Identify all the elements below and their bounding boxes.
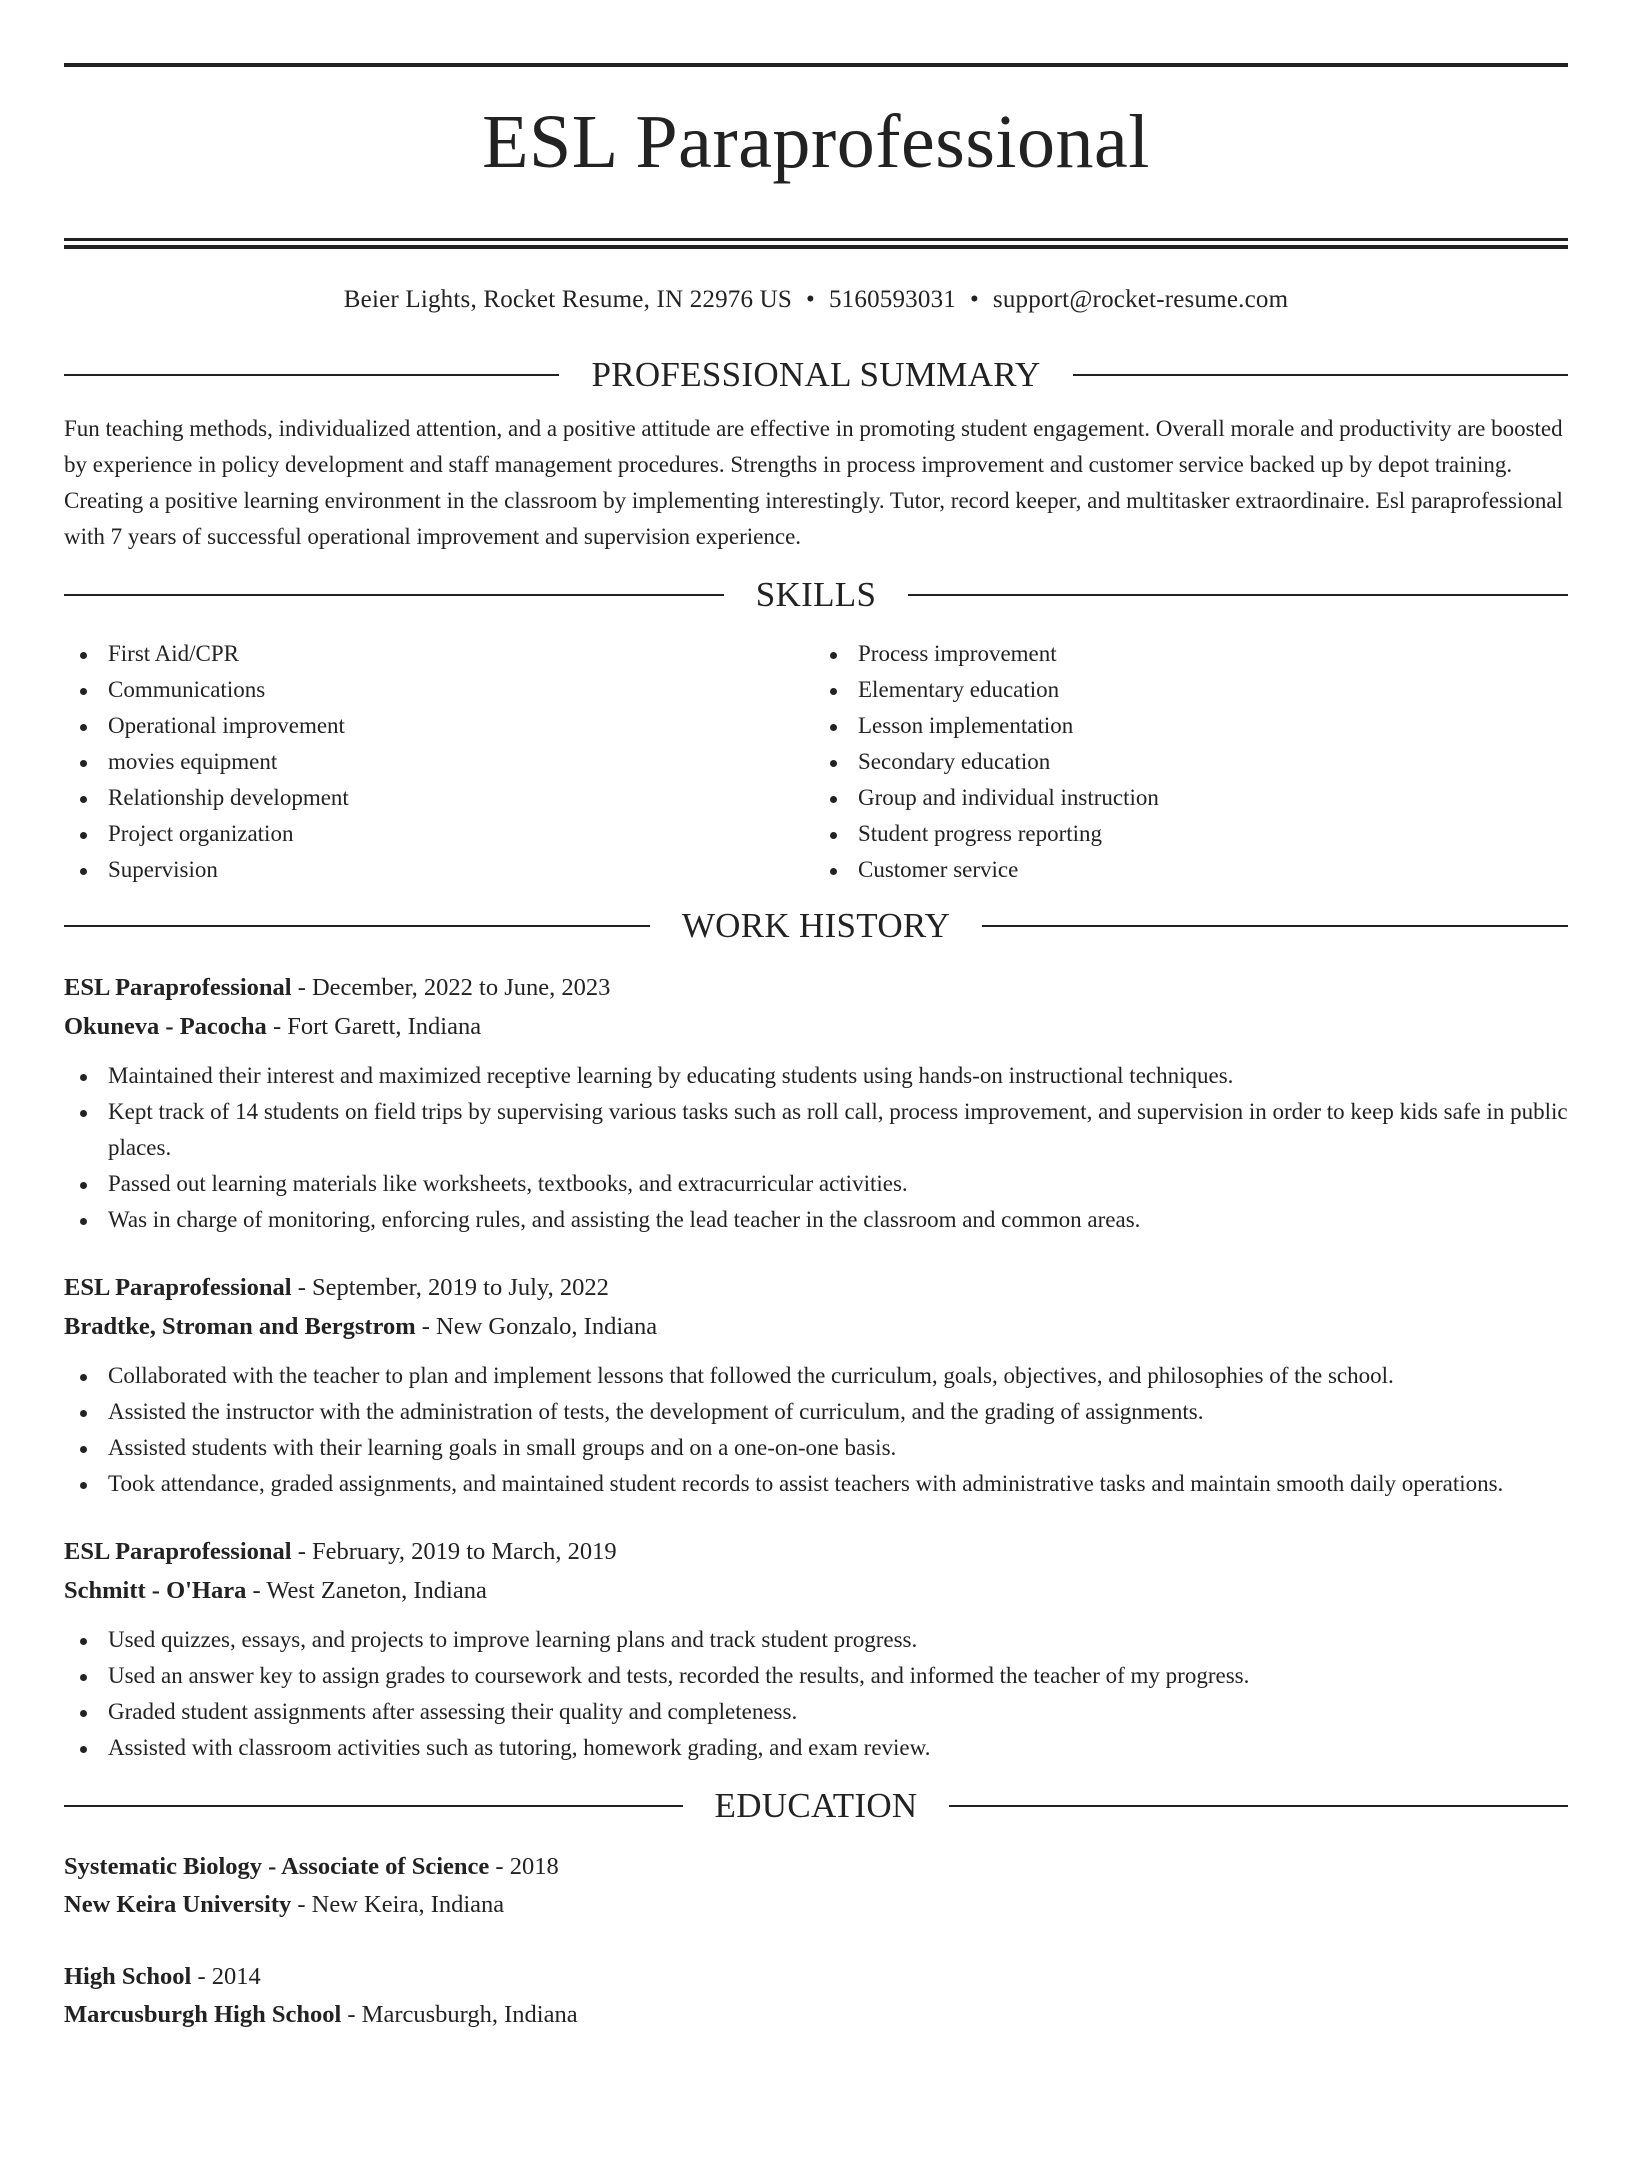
education-degree-line [64, 1848, 1568, 1886]
summary-text: Fun teaching methods, individualized attention, and a positive attitude are effective in promoting student engagement. Overall morale and productivity are boosted by experience in policy development and staff management procedures. Strengths in process improvement and customer service backed up by depot training. Creating a positive learning environment in the classroom by implementing interestingly. Tutor, record keeper, and multitasker extraordinaire. Esl paraprofessional with 7 years of successful operational improvement and supervision experience. [64, 416, 1563, 549]
education-school-line [64, 1996, 1568, 2034]
contact-phone[interactable]: 5160593031 [828, 286, 956, 313]
job-bullet: Assisted the instructor with the administration of tests, the development of curriculum, and the grading of assignments. [64, 1394, 1568, 1430]
section-rule-left [64, 374, 559, 376]
job-entry [64, 968, 1568, 1238]
contact-email[interactable]: support@rocket-resume.com [992, 286, 1289, 313]
job-company-line [64, 1571, 1568, 1610]
education-degree-line [64, 1958, 1568, 1996]
skill-item: movies equipment [64, 744, 816, 780]
section-title: PROFESSIONAL SUMMARY [591, 355, 1041, 394]
skills-grid [64, 636, 1568, 888]
skill-item: Student progress reporting [816, 816, 1568, 852]
job-location: - New Gonzalo, Indiana [415, 1313, 658, 1340]
job-entry [64, 1268, 1568, 1502]
job-location: - West Zaneton, Indiana [246, 1577, 487, 1604]
education-location: - New Keira, Indiana [291, 1891, 505, 1918]
education-entry [64, 1848, 1568, 1924]
job-bullets [64, 1058, 1568, 1238]
job-bullet: Was in charge of monitoring, enforcing rules, and assisting the lead teacher in the classroom and common areas. [64, 1202, 1568, 1238]
job-title: ESL Paraprofessional [64, 974, 292, 1001]
job-bullet: Used quizzes, essays, and projects to improve learning plans and track student progress. [64, 1622, 1568, 1658]
job-bullets [64, 1358, 1568, 1502]
job-dates: - February, 2019 to March, 2019 [291, 1538, 617, 1565]
section-rule-left [64, 594, 724, 596]
section-title: WORK HISTORY [681, 906, 951, 945]
section-title: SKILLS [755, 575, 877, 614]
skill-item: Customer service [816, 852, 1568, 888]
education-school-line [64, 1886, 1568, 1924]
job-company: Okuneva - Pacocha [64, 1013, 267, 1040]
job-bullet: Kept track of 14 students on field trips by supervising various tasks such as roll call, process improvement, and supervision in order to keep kids safe in public places. [64, 1094, 1568, 1166]
section-title: EDUCATION [714, 1786, 918, 1825]
skill-item: Elementary education [816, 672, 1568, 708]
job-title-line [64, 1532, 1568, 1571]
resume-title: ESL Paraprofessional [482, 100, 1150, 184]
skill-item: Secondary education [816, 744, 1568, 780]
skill-item: Relationship development [64, 780, 816, 816]
job-bullets [64, 1622, 1568, 1766]
job-bullet: Collaborated with the teacher to plan and implement lessons that followed the curriculum, goals, objectives, and philosophies of the school. [64, 1358, 1568, 1394]
skill-item: Group and individual instruction [816, 780, 1568, 816]
job-title-line [64, 968, 1568, 1007]
contact-separator: • [806, 286, 815, 313]
summary-section-header [64, 357, 1568, 392]
skills-section-header [64, 577, 1568, 612]
job-bullet: Used an answer key to assign grades to coursework and tests, recorded the results, and informed the teacher of my progress. [64, 1658, 1568, 1694]
section-rule-left [64, 925, 650, 927]
job-title: ESL Paraprofessional [64, 1538, 292, 1565]
section-rule-right [982, 925, 1568, 927]
skill-item: First Aid/CPR [64, 636, 816, 672]
education-degree: High School [64, 1963, 192, 1990]
education-school: Marcusburgh High School [64, 2001, 342, 2028]
skill-item: Operational improvement [64, 708, 816, 744]
job-bullet: Assisted with classroom activities such as tutoring, homework grading, and exam review. [64, 1730, 1568, 1766]
job-bullet: Took attendance, graded assignments, and maintained student records to assist teachers with administrative tasks and maintain smooth daily operations. [64, 1466, 1568, 1502]
education-year: - 2018 [489, 1853, 559, 1880]
title-double-rule [64, 238, 1568, 249]
skill-item: Project organization [64, 816, 816, 852]
skill-item: Communications [64, 672, 816, 708]
contact-separator: • [969, 286, 979, 313]
contact-line [64, 285, 1568, 315]
job-bullet: Assisted students with their learning goals in small groups and on a one-on-one basis. [64, 1430, 1568, 1466]
job-entry [64, 1532, 1568, 1766]
job-company: Schmitt - O'Hara [64, 1577, 247, 1604]
job-title: ESL Paraprofessional [64, 1274, 292, 1301]
job-company: Bradtke, Stroman and Bergstrom [64, 1313, 416, 1340]
section-rule-right [1073, 374, 1568, 376]
work-section-header [64, 908, 1568, 943]
section-rule-right [949, 1805, 1568, 1807]
education-location: - Marcusburgh, Indiana [341, 2001, 578, 2028]
contact-address: Beier Lights, Rocket Resume, IN 22976 US [343, 286, 793, 313]
job-location: - Fort Garett, Indiana [266, 1013, 482, 1040]
job-title-line [64, 1268, 1568, 1307]
skill-item: Lesson implementation [816, 708, 1568, 744]
skill-item: Supervision [64, 852, 816, 888]
job-bullet: Passed out learning materials like worksheets, textbooks, and extracurricular activities. [64, 1166, 1568, 1202]
job-company-line [64, 1307, 1568, 1346]
education-section-header [64, 1788, 1568, 1823]
job-bullet: Graded student assignments after assessing their quality and completeness. [64, 1694, 1568, 1730]
job-dates: - December, 2022 to June, 2023 [291, 974, 611, 1001]
section-rule-right [908, 594, 1568, 596]
resume-page [0, 63, 1632, 2175]
education-degree: Systematic Biology - Associate of Science [64, 1853, 490, 1880]
job-dates: - September, 2019 to July, 2022 [291, 1274, 609, 1301]
skills-list-left [64, 636, 816, 888]
job-bullet: Maintained their interest and maximized receptive learning by educating students using hands-on instructional techniques. [64, 1058, 1568, 1094]
section-rule-left [64, 1805, 683, 1807]
education-school: New Keira University [64, 1891, 292, 1918]
skills-list-right [816, 636, 1568, 888]
skill-item: Process improvement [816, 636, 1568, 672]
job-company-line [64, 1007, 1568, 1046]
education-year: - 2014 [191, 1963, 261, 1990]
education-entry [64, 1958, 1568, 2034]
